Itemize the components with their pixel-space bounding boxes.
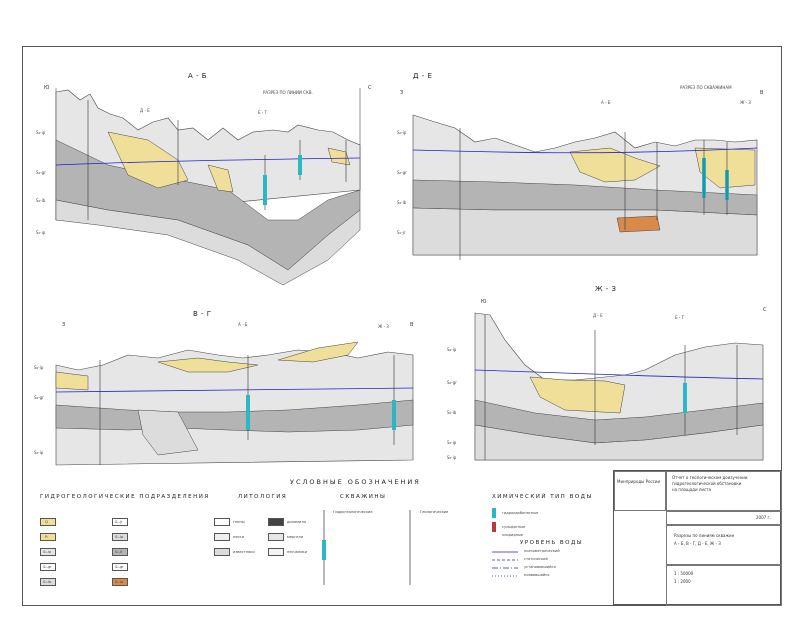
section-de-strat-1: S₂-ip [397,130,407,135]
legend-level-label-2: статический [524,557,548,561]
legend-litho-swatch-2 [214,533,230,541]
section-vg-cross-a: А - Б [238,322,248,327]
section-zhz-strat-2: S₂-gr [447,380,457,385]
section-ab [28,70,388,290]
legend-hydro-swatch-1 [40,518,56,526]
title-block-org-cell [614,471,666,511]
section-de-strat-4: S₁-jr [397,230,406,235]
legend-hydro-code-6: S₁-jr [115,520,123,524]
section-de-profile [395,70,775,280]
section-ab-note: РАЗРЕЗ ПО ЛИНИИ СКВ. [263,90,313,95]
legend-level-label-4: появившийся [524,573,550,577]
legend-hydro-code-10: S₁-ip [115,580,124,584]
legend-wells-graphic [310,505,440,595]
legend-litho-swatch-3 [214,548,230,556]
section-ab-strat-2: S₂-gr [36,170,46,175]
section-zhz-cross-b: Е - Т [675,315,684,320]
section-zhz-strat-3: S₂-ib [447,410,457,415]
section-de-left-end: З [400,90,404,96]
section-vg-cross-b: Ж - З [378,324,389,329]
legend-hydro-code-5: S₂-ib [43,580,52,584]
legend-chem-head: ХИМИЧЕСКИЙ ТИП ВОДЫ [492,494,593,500]
title-block-org: Минприроды России [617,479,661,484]
title-block-line-1: Отчет о геологическом доизучении [672,475,748,480]
section-vg-right-end: В [410,322,414,328]
legend-litho-head: ЛИТОЛОГИЯ [238,494,288,500]
legend-chem-swatch-1 [492,508,496,518]
legend-level-label-1: пьезометрический [524,549,560,553]
section-de-right-end: В [760,90,764,96]
legend-hydro-code-8: S₁-lt [115,550,123,554]
section-vg-title: В - Г [193,310,212,318]
title-block-line-3: на площади листа [672,487,711,492]
section-zhz-title: Ж - З [595,285,617,293]
legend-title: УСЛОВНЫЕ ОБОЗНАЧЕНИЯ [290,478,421,486]
section-vg-strat-2: S₂-gr [34,395,44,400]
legend-litho-label-6: песчаники [287,550,308,554]
section-de-note: РАЗРЕЗ ПО СКВАЖИНАМ [680,85,732,90]
section-de-strat-3: S₂-ib [397,200,407,205]
section-ab-strat-4: S₁-ip [36,230,46,235]
section-ab-left-end: Ю [44,85,50,91]
legend-litho-swatch-1 [214,518,230,526]
section-vg-profile [28,300,423,480]
legend-hydro-code-3: S₂-ip [43,550,52,554]
section-zhz-strat-4: S₂-ip [447,440,457,445]
section-de-cross-b: Ж - З [740,100,751,105]
legend-litho-swatch-6 [268,548,284,556]
section-ab-right-end: С [368,85,372,91]
legend-hydro-code-1: Q [45,520,48,524]
section-vg-strat-1: S₂-ip [34,365,44,370]
section-vg-strat-4: S₂-ip [34,450,44,455]
title-block-scale-v: 1 : 2000 [674,579,691,584]
legend-hydro-code-9: S₂-gr [115,565,124,569]
legend-litho-label-3: известняки [233,550,255,554]
title-block [613,470,781,605]
legend-wells-head: СКВАЖИНЫ [340,494,387,500]
legend-hydro-code-2: P₁ [45,535,49,539]
section-zhz-strat-1: S₂-ip [447,347,457,352]
section-ab-profile [28,70,388,290]
section-ab-title: А - Б [188,72,208,80]
section-de-strat-2: S₂-gr [397,170,407,175]
section-de-title: Д - Е [413,72,433,80]
legend-wells-label-1: Гидрогеологические [333,510,373,514]
section-zhz-cross-a: Д - Е [593,313,603,318]
section-zhz-right-end: С [763,307,767,313]
section-ab-cross-b: Е - Т [258,110,267,115]
legend-chem-swatch-2 [492,522,496,532]
title-block-sheet-name: Разрезы по линиям скважин [674,533,735,538]
legend-level-head: УРОВЕНЬ ВОДЫ [520,540,584,546]
legend-wells-label-2: Геологические [420,510,449,514]
legend-hydro-code-4: S₂-gr [43,565,52,569]
title-block-line-2: гидрогеологической обстановки [672,481,742,486]
legend-level-label-3: установившийся [524,565,556,569]
section-zhz-left-end: Ю [481,299,487,305]
legend-litho-label-2: пески [233,535,245,539]
section-ab-strat-1: S₂-ip [36,130,46,135]
legend-chem-label-3: хлоридные [502,533,524,537]
section-ab-strat-3: S₂-ib [36,198,46,203]
legend-hydro-head: ГИДРОГЕОЛОГИЧЕСКИЕ ПОДРАЗДЕЛЕНИЯ [40,494,210,500]
legend-litho-swatch-4 [268,518,284,526]
section-de-cross-a: А - Б [601,100,611,105]
legend-chem-label-1: гидрокарбонатные [502,511,539,515]
legend-litho-label-1: глины [233,520,245,524]
legend-litho-label-5: мергели [287,535,303,539]
legend-hydro-code-7: S₁-ip [115,535,124,539]
section-zhz-strat-5: S₂-ip [447,455,457,460]
title-block-year: 2007 г. [756,515,771,520]
section-ab-cross-a: Д - Е [140,108,150,113]
section-zhz [445,285,775,475]
legend-chem-label-2: сульфатные [502,525,526,529]
legend-litho-swatch-5 [268,533,284,541]
section-vg [28,300,423,480]
section-zhz-profile [445,285,775,475]
title-block-scale-h: 1 : 50000 [674,571,694,576]
legend-litho-label-4: доломиты [287,520,307,524]
section-vg-left-end: З [62,322,66,328]
title-block-sheet-sub: А - Б, В - Г, Д - Е, Ж - З [674,541,721,546]
section-de [395,70,775,280]
